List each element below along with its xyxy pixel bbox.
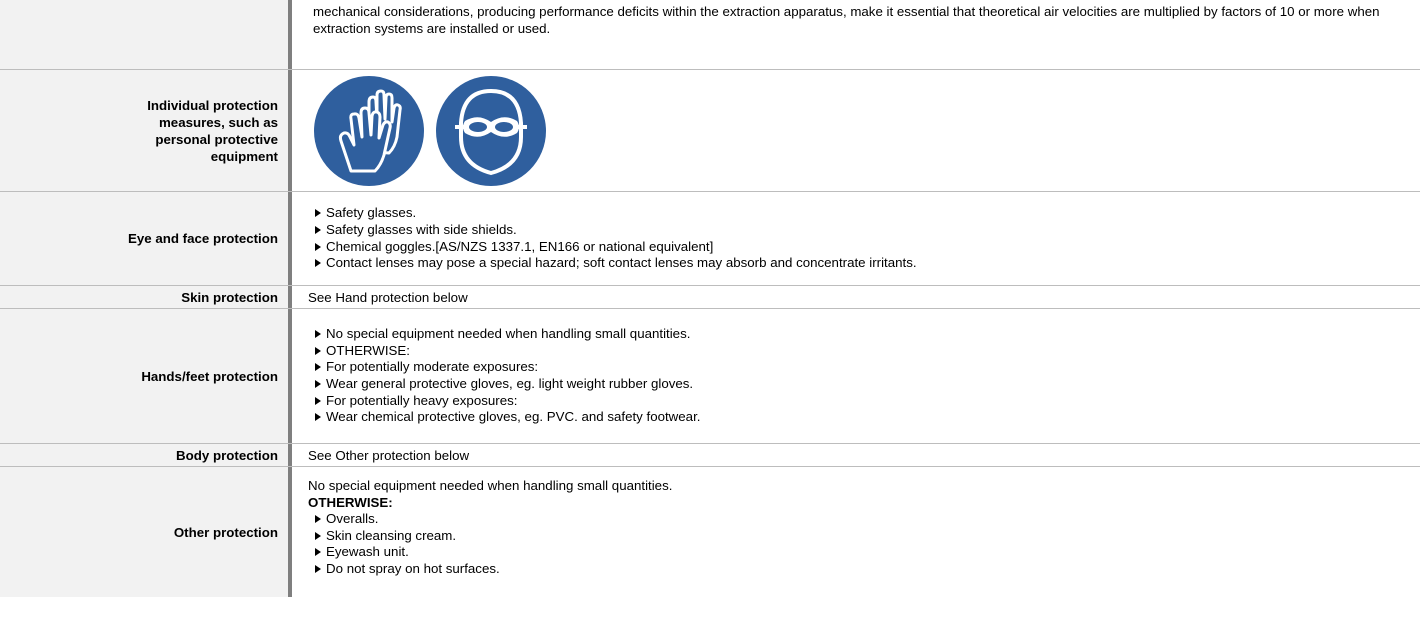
eye-face-value-cell <box>292 192 1420 285</box>
skin-value-cell <box>292 286 1420 308</box>
bullet-icon <box>315 243 321 251</box>
list-item: Overalls. <box>313 511 1412 528</box>
body-label-cell <box>0 444 288 466</box>
individual-protection-row <box>0 70 1420 192</box>
bullet-icon <box>315 515 321 523</box>
list-item: OTHERWISE: <box>313 343 1412 360</box>
list-item: Safety glasses with side shields. <box>313 222 1412 239</box>
body-value-cell <box>292 444 1420 466</box>
list-item: No special equipment needed when handling small quantities. <box>313 326 1412 343</box>
skin-protection-row <box>0 286 1420 309</box>
list-item: Eyewash unit. <box>313 544 1412 561</box>
goggles-icon <box>435 75 547 187</box>
ppe-icons <box>313 75 1412 187</box>
eye-face-list <box>313 205 1412 271</box>
bullet-icon <box>315 347 321 355</box>
list-item: Chemical goggles.[AS/NZS 1337.1, EN166 or national equivalent] <box>313 239 1412 256</box>
body-protection-text: See Other protection below <box>308 447 470 463</box>
skin-label-cell <box>0 286 288 308</box>
bullet-icon <box>315 397 321 405</box>
bullet-icon <box>315 363 321 371</box>
other-protection-label: Other protection <box>173 524 278 540</box>
extraction-velocity-text: mechanical considerations, producing performance deficits within the extraction apparatus, make it essential that theoretical air velocities are multiplied by factors of 10 or more when extraction systems are installed or used. <box>313 4 1380 36</box>
individual-protection-label: Individual protection measures, such as personal protective equipment <box>147 97 278 164</box>
skin-protection-label: Skin protection <box>181 289 278 305</box>
individual-protection-label-cell <box>0 70 288 191</box>
other-value-cell <box>292 467 1420 597</box>
bullet-icon <box>315 532 321 540</box>
continuation-label-cell <box>0 0 288 69</box>
other-label-cell <box>0 467 288 597</box>
continuation-row <box>0 0 1420 70</box>
bullet-icon <box>315 413 321 421</box>
other-protection-list <box>313 511 1412 577</box>
hands-feet-protection-row <box>0 309 1420 444</box>
hands-feet-label-cell <box>0 309 288 443</box>
list-item: Wear general protective gloves, eg. light weight rubber gloves. <box>313 376 1412 393</box>
list-item: For potentially moderate exposures: <box>313 359 1412 376</box>
list-item: Contact lenses may pose a special hazard; soft contact lenses may absorb and concentrate irritants. <box>313 255 1412 272</box>
bullet-icon <box>315 548 321 556</box>
list-item: For potentially heavy exposures: <box>313 393 1412 410</box>
hands-feet-list <box>313 326 1412 426</box>
other-protection-row <box>0 467 1420 597</box>
eye-face-protection-label: Eye and face protection <box>128 231 278 246</box>
body-protection-label: Body protection <box>176 447 278 463</box>
bullet-icon <box>315 565 321 573</box>
list-item: Skin cleansing cream. <box>313 528 1412 545</box>
bullet-icon <box>315 330 321 338</box>
other-protection-intro: No special equipment needed when handling small quantities. <box>308 478 673 493</box>
hands-feet-protection-label: Hands/feet protection <box>141 368 278 384</box>
skin-protection-text: See Hand protection below <box>308 289 468 305</box>
eye-face-label-cell <box>0 192 288 285</box>
list-item: Safety glasses. <box>313 205 1412 222</box>
bullet-icon <box>315 209 321 217</box>
gloves-icon <box>313 75 425 187</box>
bullet-icon <box>315 259 321 267</box>
list-item: Do not spray on hot surfaces. <box>313 561 1412 578</box>
eye-face-protection-row <box>0 192 1420 286</box>
hands-feet-value-cell <box>292 309 1420 443</box>
list-item: Wear chemical protective gloves, eg. PVC. and safety footwear. <box>313 409 1412 426</box>
bullet-icon <box>315 226 321 234</box>
other-protection-heading: OTHERWISE: <box>308 494 393 510</box>
body-protection-row <box>0 444 1420 467</box>
bullet-icon <box>315 380 321 388</box>
continuation-value-cell <box>292 0 1420 69</box>
individual-protection-value-cell <box>292 70 1420 191</box>
